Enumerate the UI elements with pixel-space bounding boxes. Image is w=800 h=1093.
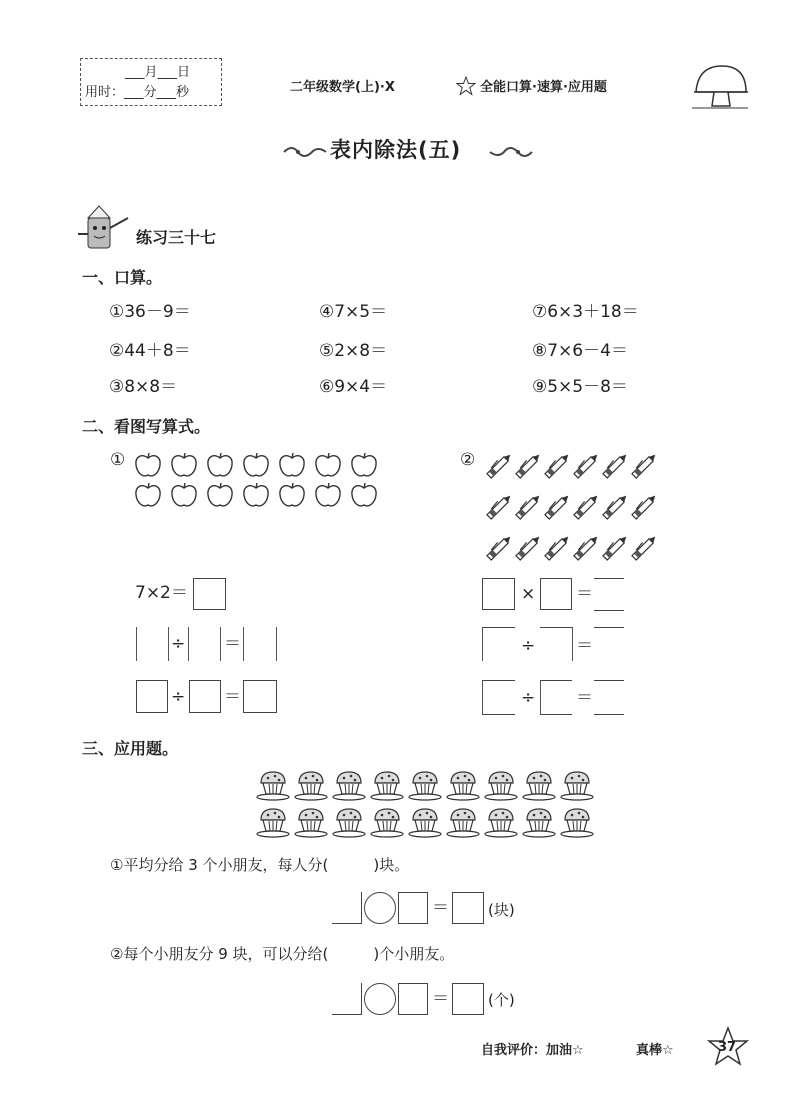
oral-calc-item: ⑥9×4＝ xyxy=(319,377,388,397)
equals-sign: ＝ xyxy=(432,989,449,1009)
apple-icon xyxy=(169,481,199,509)
operator-circle-q2[interactable] xyxy=(364,983,396,1015)
apple-icon xyxy=(169,451,199,479)
time-line: 用时：___分___秒 xyxy=(85,85,190,100)
great-rating: 真棒☆ xyxy=(636,1043,674,1058)
cupcake-icon xyxy=(407,769,443,801)
equals-sign: ＝ xyxy=(576,688,593,708)
cupcake-icon xyxy=(293,806,329,838)
operator-circle-q1[interactable] xyxy=(364,892,396,924)
equals-sign: ＝ xyxy=(576,636,593,656)
box-line xyxy=(276,627,277,661)
apple-icon xyxy=(313,451,343,479)
pen-icon xyxy=(627,490,661,524)
answer-box-2[interactable] xyxy=(136,680,168,713)
answer-line[interactable] xyxy=(594,610,624,611)
multiply-sign: × xyxy=(521,584,536,604)
problem-2-label: ② xyxy=(460,450,476,470)
apple-icon xyxy=(277,481,307,509)
section-1-heading: 一、口算。 xyxy=(82,268,163,287)
cupcake-icon xyxy=(445,769,481,801)
cupcake-icon xyxy=(369,806,405,838)
cupcake-icon xyxy=(483,806,519,838)
answer-box-q1-b[interactable] xyxy=(398,892,428,924)
box-line xyxy=(482,627,483,661)
unit-q2: (个) xyxy=(488,991,515,1009)
box-line-top xyxy=(482,680,515,681)
cupcake-icon xyxy=(521,806,557,838)
cupcake-icon xyxy=(331,769,367,801)
date-line: ___月___日 xyxy=(125,65,191,80)
answer-line[interactable] xyxy=(594,714,624,715)
answer-box-q1-a[interactable] xyxy=(332,892,362,924)
box-line-top xyxy=(482,627,515,628)
apple-icon xyxy=(133,481,163,509)
answer-box-q1-c[interactable] xyxy=(452,892,484,924)
box-line xyxy=(168,627,169,661)
problem-1-label: ① xyxy=(110,450,126,470)
box-line xyxy=(188,627,189,661)
oral-calc-item: ⑦6×3＋18＝ xyxy=(532,302,639,322)
equals-sign: ＝ xyxy=(576,584,593,604)
title-ornament-left xyxy=(282,142,328,162)
oral-calc-item: ①36－9＝ xyxy=(109,302,191,322)
box-line-top xyxy=(540,680,572,681)
oral-calc-item: ②44＋8＝ xyxy=(109,341,191,361)
series-slogan: 全能口算·速算·应用题 xyxy=(480,80,607,95)
question-1: ①平均分给 3 个小朋友，每人分( )块。 xyxy=(110,856,410,874)
apple-icon xyxy=(133,451,163,479)
unit-q1: (块) xyxy=(488,901,515,919)
page-number: 37 xyxy=(718,1040,737,1055)
cupcake-icon xyxy=(255,806,291,838)
answer-box-q2-b[interactable] xyxy=(398,983,428,1015)
equals-sign: ＝ xyxy=(432,898,449,918)
section-3-heading: 三、应用题。 xyxy=(82,739,179,758)
cupcake-icon xyxy=(559,769,595,801)
cupcake-icon xyxy=(255,769,291,801)
apple-icon xyxy=(277,451,307,479)
cupcake-icon xyxy=(369,769,405,801)
section-2-heading: 二、看图写算式。 xyxy=(82,417,211,436)
cupcake-icon xyxy=(331,806,367,838)
equals-sign: ＝ xyxy=(224,634,241,654)
eq1-prefix: 7×2＝ xyxy=(135,583,188,603)
oral-calc-item: ③8×8＝ xyxy=(109,377,178,397)
box-line-bottom xyxy=(540,714,572,715)
oral-calc-item: ⑧7×6－4＝ xyxy=(532,341,628,361)
answer-line[interactable] xyxy=(594,627,624,628)
box-line xyxy=(220,627,221,661)
cupcake-icon xyxy=(445,806,481,838)
box-line xyxy=(482,680,483,714)
answer-box-5[interactable] xyxy=(482,578,515,610)
box-line-top xyxy=(540,627,572,628)
title-ornament-right xyxy=(488,142,534,162)
page-title: 表内除法(五) xyxy=(330,138,462,162)
divide-sign: ÷ xyxy=(171,634,186,654)
answer-line-top xyxy=(594,578,624,579)
exercise-label: 练习三十七 xyxy=(136,228,217,247)
answer-box-q2-a[interactable] xyxy=(332,983,362,1015)
apple-icon xyxy=(241,481,271,509)
box-line xyxy=(243,627,244,661)
oral-calc-item: ⑨5×5－8＝ xyxy=(532,377,628,397)
oral-calc-item: ④7×5＝ xyxy=(319,302,388,322)
book-title: 二年级数学(上)·X xyxy=(290,80,395,95)
pen-icon xyxy=(627,531,661,565)
mushroom-icon xyxy=(690,62,750,110)
cupcake-icon xyxy=(521,769,557,801)
box-line xyxy=(136,627,137,661)
answer-box-1[interactable] xyxy=(193,578,226,610)
apple-icon xyxy=(205,451,235,479)
equals-sign: ＝ xyxy=(224,687,241,707)
answer-box-q2-c[interactable] xyxy=(452,983,484,1015)
divide-sign: ÷ xyxy=(171,687,186,707)
box-line xyxy=(540,680,541,714)
answer-box-6[interactable] xyxy=(540,578,572,610)
apple-icon xyxy=(241,451,271,479)
cupcake-icon xyxy=(559,806,595,838)
cupcake-icon xyxy=(407,806,443,838)
answer-line-top xyxy=(594,680,624,681)
divide-sign: ÷ xyxy=(521,636,536,656)
question-2: ②每个小朋友分 9 块，可以分给( )个小朋友。 xyxy=(110,945,455,963)
apple-icon xyxy=(205,481,235,509)
star-icon xyxy=(456,76,476,96)
cupcake-icon xyxy=(293,769,329,801)
apple-icon xyxy=(313,481,343,509)
apple-icon xyxy=(349,481,379,509)
date-time-box xyxy=(80,58,222,106)
pencil-mascot-icon xyxy=(76,204,136,252)
answer-box-3[interactable] xyxy=(189,680,221,713)
apple-icon xyxy=(349,451,379,479)
box-line xyxy=(572,627,573,661)
divide-sign: ÷ xyxy=(521,688,536,708)
pen-icon xyxy=(627,449,661,483)
box-line-bottom xyxy=(482,714,515,715)
answer-box-4[interactable] xyxy=(243,680,277,713)
self-evaluation: 自我评价：加油☆ xyxy=(481,1043,584,1058)
oral-calc-item: ⑤2×8＝ xyxy=(319,341,388,361)
cupcake-icon xyxy=(483,769,519,801)
